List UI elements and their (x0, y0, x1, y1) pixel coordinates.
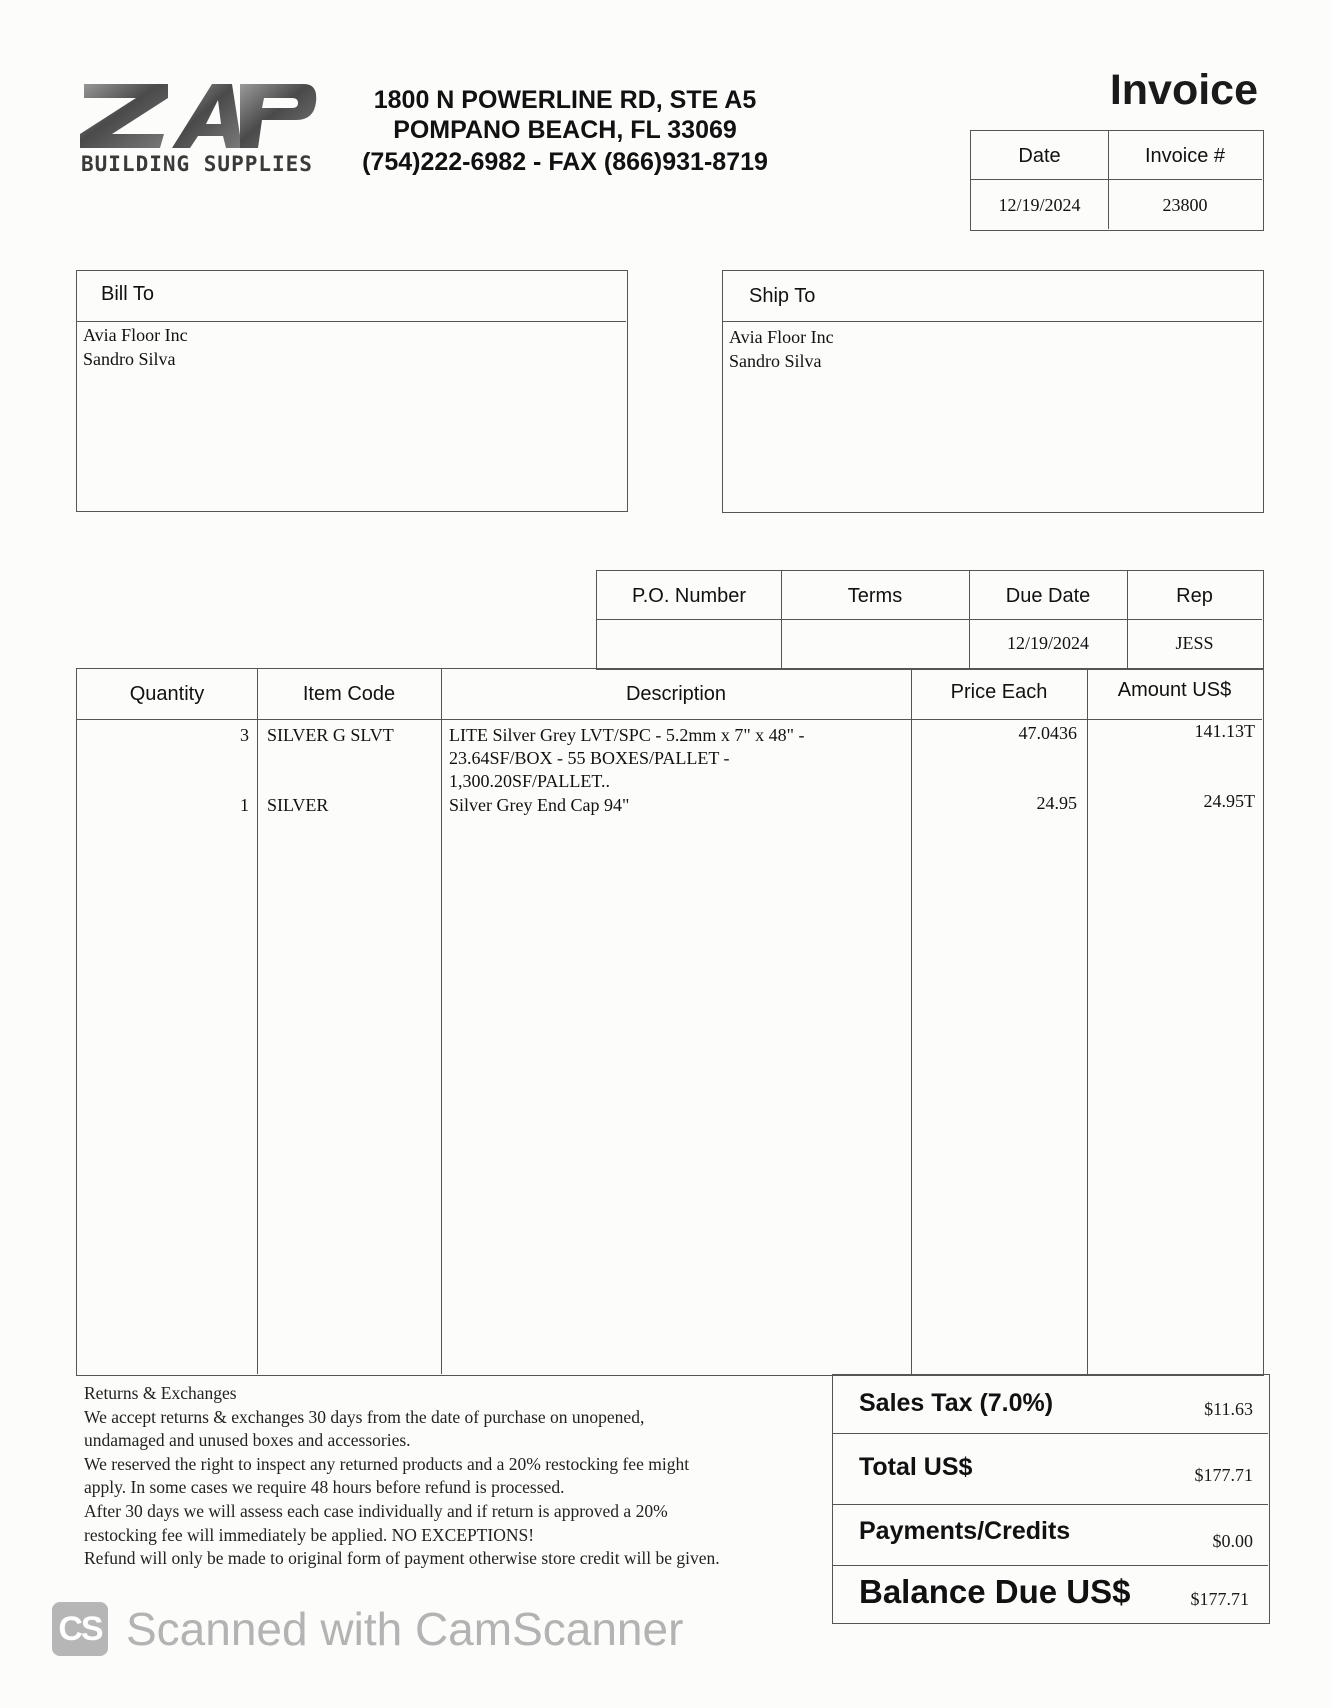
row-item-code: SILVER (267, 795, 329, 815)
balance-due-value: $177.71 (1190, 1589, 1249, 1609)
items-table (76, 668, 1264, 1376)
col-header-item-code: Item Code (302, 683, 396, 705)
bill-to-box (76, 270, 628, 512)
col-header-quantity: Quantity (129, 683, 205, 705)
due-date: 12/19/2024 (1006, 633, 1089, 653)
returns-policy (84, 1382, 824, 1571)
ship-to-box (722, 270, 1264, 513)
payments-credits-value: $0.00 (1212, 1531, 1253, 1551)
total-label: Total US$ (859, 1453, 973, 1481)
company-phone: (754)222-6982 - FAX (866)931-8719 (362, 148, 768, 176)
row-quantity: 3 (240, 725, 249, 745)
terms-label: Terms (847, 585, 903, 607)
returns-policy-line: restocking fee will immediately be applied. NO EXCEPTIONS! (84, 1524, 535, 1545)
payments-credits-label: Payments/Credits (859, 1517, 1071, 1545)
bill-to-label: Bill To (101, 283, 154, 305)
rep-label: Rep (1176, 585, 1213, 607)
camscanner-badge-icon: CS (52, 1602, 108, 1656)
returns-policy-line: We reserved the right to inspect any returned products and a 20% restocking fee might (84, 1453, 690, 1474)
ship-to-label: Ship To (749, 285, 816, 307)
bill-to-company: Avia Floor Inc (83, 325, 188, 345)
camscanner-text: Scanned with CamScanner (126, 1603, 684, 1655)
returns-policy-line: After 30 days we will assess each case individually and if return is approved a 20% (84, 1500, 668, 1521)
returns-policy-heading: Returns & Exchanges (84, 1383, 237, 1403)
invoice-meta-box (970, 130, 1264, 231)
col-header-description: Description (625, 683, 727, 705)
ship-to-contact: Sandro Silva (729, 351, 822, 371)
total-value: $177.71 (1194, 1465, 1253, 1485)
totals-box (832, 1374, 1270, 1624)
logo-mark-graphic (80, 80, 320, 156)
company-logo-subtitle: BUILDING SUPPLIES (81, 152, 313, 176)
row-price-each: 47.0436 (1018, 723, 1077, 743)
row-amount: 24.95T (1203, 791, 1255, 811)
camscanner-watermark (52, 1602, 683, 1656)
row-description-line: LITE Silver Grey LVT/SPC - 5.2mm x 7" x 48" - (449, 725, 805, 745)
sales-tax-label: Sales Tax (7.0%) (859, 1389, 1054, 1417)
company-address-line2: POMPANO BEACH, FL 33069 (393, 116, 737, 144)
returns-policy-line: apply. In some cases we require 48 hours before refund is processed. (84, 1477, 565, 1498)
invoice-date: 12/19/2024 (998, 195, 1081, 215)
returns-policy-line: undamaged and unused boxes and accessories. (84, 1430, 411, 1451)
rep: JESS (1175, 633, 1214, 653)
sales-tax-value: $11.63 (1204, 1399, 1253, 1419)
row-amount: 141.13T (1194, 721, 1255, 741)
po-number-label: P.O. Number (631, 585, 747, 607)
company-address-line1: 1800 N POWERLINE RD, STE A5 (373, 86, 757, 114)
ship-to-company: Avia Floor Inc (729, 327, 834, 347)
order-info-box (596, 570, 1264, 670)
bill-to-contact: Sandro Silva (83, 349, 176, 369)
returns-policy-line: Refund will only be made to original form of payment otherwise store credit will be given. (84, 1548, 720, 1569)
col-header-price-each: Price Each (950, 681, 1048, 703)
row-description-line: Silver Grey End Cap 94" (449, 795, 630, 815)
document-title: Invoice (1109, 66, 1258, 114)
company-logo (80, 80, 320, 156)
invoice-number-label: Invoice # (1144, 145, 1226, 167)
col-header-amount: Amount US$ (1117, 679, 1232, 701)
row-description-line: 23.64SF/BOX - 55 BOXES/PALLET - (449, 748, 730, 768)
row-quantity: 1 (240, 795, 249, 815)
balance-due-label: Balance Due US$ (859, 1573, 1131, 1610)
invoice-number: 23800 (1162, 195, 1208, 215)
due-date-label: Due Date (1005, 585, 1091, 607)
returns-policy-line: We accept returns & exchanges 30 days from the date of purchase on unopened, (84, 1406, 645, 1427)
invoice-date-label: Date (1018, 145, 1061, 167)
row-description-line: 1,300.20SF/PALLET.. (449, 771, 611, 791)
row-price-each: 24.95 (1036, 793, 1077, 813)
row-item-code: SILVER G SLVT (267, 725, 394, 745)
